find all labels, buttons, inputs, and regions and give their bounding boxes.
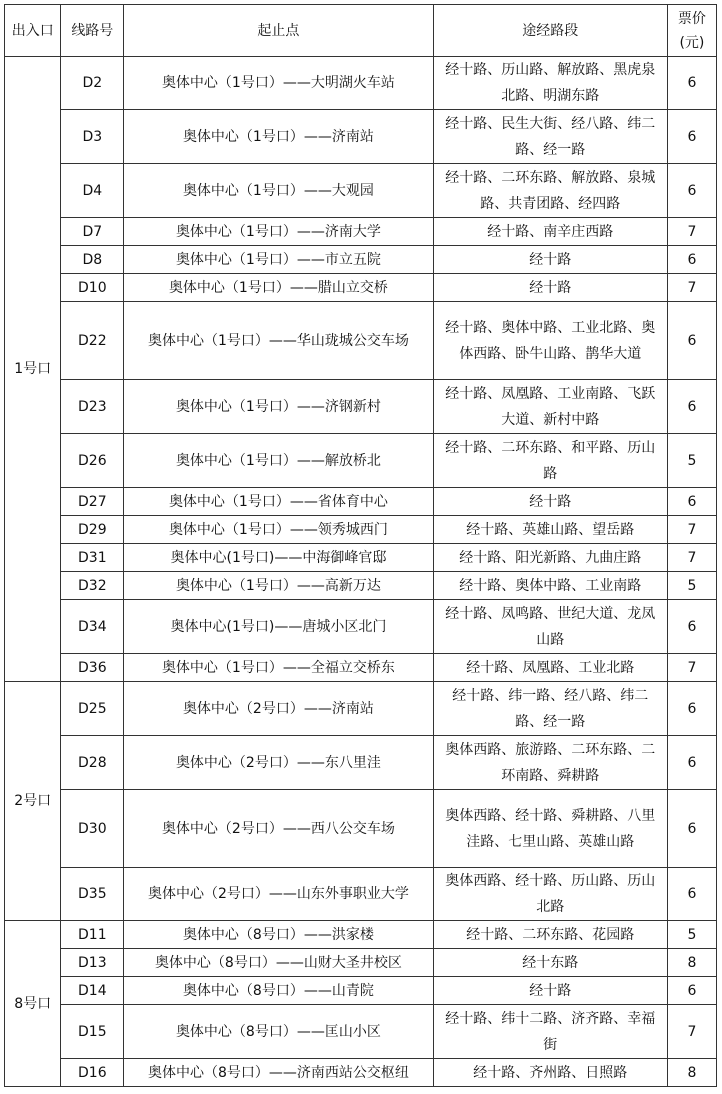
header-gate: 出入口 <box>5 5 61 57</box>
route-cell: 奥体中心（8号口）——山财大圣井校区 <box>124 949 433 977</box>
via-cell: 经十路、历山路、解放路、黑虎泉北路、明湖东路 <box>433 57 667 110</box>
price-cell: 8 <box>667 949 716 977</box>
route-cell: 奥体中心（1号口）——大观园 <box>124 164 433 218</box>
price-cell: 6 <box>667 977 716 1005</box>
price-cell: 6 <box>667 682 716 736</box>
line-cell: D31 <box>61 544 124 572</box>
line-cell: D10 <box>61 274 124 302</box>
table-row <box>5 218 717 246</box>
table-row <box>5 682 717 736</box>
price-cell: 6 <box>667 164 716 218</box>
price-cell: 7 <box>667 544 716 572</box>
line-cell: D14 <box>61 977 124 1005</box>
via-cell: 奥体西路、经十路、历山路、历山北路 <box>433 868 667 921</box>
price-cell: 5 <box>667 572 716 600</box>
via-cell: 经十路 <box>433 246 667 274</box>
table-row <box>5 572 717 600</box>
table-row <box>5 57 717 110</box>
via-cell: 经十路 <box>433 274 667 302</box>
route-cell: 奥体中心（2号口）——西八公交车场 <box>124 790 433 868</box>
price-cell: 6 <box>667 868 716 921</box>
price-cell: 7 <box>667 516 716 544</box>
bus-route-table <box>4 4 717 1087</box>
line-cell: D30 <box>61 790 124 868</box>
via-cell: 经十东路 <box>433 949 667 977</box>
line-cell: D28 <box>61 736 124 790</box>
gate-cell: 2号口 <box>5 682 61 921</box>
price-cell: 6 <box>667 790 716 868</box>
via-cell: 经十路、奥体中路、工业南路 <box>433 572 667 600</box>
header-via: 途经路段 <box>433 5 667 57</box>
price-cell: 6 <box>667 380 716 434</box>
via-cell: 经十路、阳光新路、九曲庄路 <box>433 544 667 572</box>
route-cell: 奥体中心（1号口）——解放桥北 <box>124 434 433 488</box>
via-cell: 经十路、二环东路、解放路、泉城路、共青团路、经四路 <box>433 164 667 218</box>
price-cell: 7 <box>667 274 716 302</box>
via-cell: 经十路、凤鸣路、世纪大道、龙凤山路 <box>433 600 667 654</box>
price-cell: 6 <box>667 302 716 380</box>
table-row <box>5 736 717 790</box>
line-cell: D13 <box>61 949 124 977</box>
line-cell: D7 <box>61 218 124 246</box>
line-cell: D3 <box>61 110 124 164</box>
route-cell: 奥体中心（1号口）——济南站 <box>124 110 433 164</box>
route-cell: 奥体中心（1号口）——市立五院 <box>124 246 433 274</box>
route-cell: 奥体中心（1号口）——济南大学 <box>124 218 433 246</box>
line-cell: D25 <box>61 682 124 736</box>
table-row <box>5 488 717 516</box>
route-cell: 奥体中心（1号口）——华山珑城公交车场 <box>124 302 433 380</box>
table-row <box>5 380 717 434</box>
via-cell: 经十路 <box>433 977 667 1005</box>
via-cell: 奥体西路、经十路、舜耕路、八里洼路、七里山路、英雄山路 <box>433 790 667 868</box>
table-row <box>5 600 717 654</box>
gate-cell: 8号口 <box>5 921 61 1087</box>
price-cell: 6 <box>667 600 716 654</box>
line-cell: D23 <box>61 380 124 434</box>
table-row <box>5 246 717 274</box>
line-cell: D35 <box>61 868 124 921</box>
route-cell: 奥体中心（1号口）——领秀城西门 <box>124 516 433 544</box>
route-cell: 奥体中心（1号口）——大明湖火车站 <box>124 57 433 110</box>
table-row <box>5 977 717 1005</box>
line-cell: D8 <box>61 246 124 274</box>
via-cell: 经十路、凤凰路、工业北路 <box>433 654 667 682</box>
table-row <box>5 921 717 949</box>
via-cell: 经十路、齐州路、日照路 <box>433 1059 667 1087</box>
table-row <box>5 790 717 868</box>
route-cell: 奥体中心(1号口)——中海御峰官邸 <box>124 544 433 572</box>
line-cell: D27 <box>61 488 124 516</box>
gate-cell: 1号口 <box>5 57 61 682</box>
line-cell: D2 <box>61 57 124 110</box>
route-cell: 奥体中心（2号口）——济南站 <box>124 682 433 736</box>
header-line: 线路号 <box>61 5 124 57</box>
table-row <box>5 949 717 977</box>
table-row <box>5 110 717 164</box>
line-cell: D29 <box>61 516 124 544</box>
route-cell: 奥体中心（1号口）——腊山立交桥 <box>124 274 433 302</box>
table-row <box>5 434 717 488</box>
line-cell: D16 <box>61 1059 124 1087</box>
line-cell: D34 <box>61 600 124 654</box>
header-route: 起止点 <box>124 5 433 57</box>
route-cell: 奥体中心（2号口）——山东外事职业大学 <box>124 868 433 921</box>
table-row <box>5 1005 717 1059</box>
route-cell: 奥体中心（8号口）——山青院 <box>124 977 433 1005</box>
via-cell: 经十路、英雄山路、望岳路 <box>433 516 667 544</box>
table-row <box>5 1059 717 1087</box>
table-row <box>5 868 717 921</box>
line-cell: D22 <box>61 302 124 380</box>
line-cell: D32 <box>61 572 124 600</box>
route-cell: 奥体中心(1号口)——唐城小区北门 <box>124 600 433 654</box>
via-cell: 经十路、二环东路、花园路 <box>433 921 667 949</box>
table-row <box>5 302 717 380</box>
table-row <box>5 544 717 572</box>
line-cell: D26 <box>61 434 124 488</box>
route-cell: 奥体中心（8号口）——洪家楼 <box>124 921 433 949</box>
via-cell: 经十路、纬十二路、济齐路、幸福街 <box>433 1005 667 1059</box>
via-cell: 经十路、二环东路、和平路、历山路 <box>433 434 667 488</box>
via-cell: 经十路、纬一路、经八路、纬二路、经一路 <box>433 682 667 736</box>
price-cell: 6 <box>667 736 716 790</box>
via-cell: 经十路、奥体中路、工业北路、奥体西路、卧牛山路、鹊华大道 <box>433 302 667 380</box>
price-cell: 5 <box>667 921 716 949</box>
price-cell: 8 <box>667 1059 716 1087</box>
price-cell: 5 <box>667 434 716 488</box>
price-cell: 6 <box>667 110 716 164</box>
route-cell: 奥体中心（8号口）——匡山小区 <box>124 1005 433 1059</box>
line-cell: D4 <box>61 164 124 218</box>
via-cell: 经十路、民生大街、经八路、纬二路、经一路 <box>433 110 667 164</box>
route-cell: 奥体中心（1号口）——济钢新村 <box>124 380 433 434</box>
header-row <box>5 5 717 57</box>
line-cell: D11 <box>61 921 124 949</box>
price-cell: 6 <box>667 246 716 274</box>
route-cell: 奥体中心（1号口）——全福立交桥东 <box>124 654 433 682</box>
table-row <box>5 274 717 302</box>
price-cell: 6 <box>667 57 716 110</box>
table-row <box>5 516 717 544</box>
line-cell: D15 <box>61 1005 124 1059</box>
via-cell: 奥体西路、旅游路、二环东路、二环南路、舜耕路 <box>433 736 667 790</box>
via-cell: 经十路、南辛庄西路 <box>433 218 667 246</box>
table-body <box>5 57 717 1087</box>
price-cell: 7 <box>667 1005 716 1059</box>
line-cell: D36 <box>61 654 124 682</box>
via-cell: 经十路、凤凰路、工业南路、飞跃大道、新村中路 <box>433 380 667 434</box>
table-row <box>5 164 717 218</box>
table-row <box>5 654 717 682</box>
via-cell: 经十路 <box>433 488 667 516</box>
price-cell: 6 <box>667 488 716 516</box>
route-cell: 奥体中心（1号口）——高新万达 <box>124 572 433 600</box>
route-cell: 奥体中心（2号口）——东八里洼 <box>124 736 433 790</box>
route-cell: 奥体中心（1号口）——省体育中心 <box>124 488 433 516</box>
route-cell: 奥体中心（8号口）——济南西站公交枢纽 <box>124 1059 433 1087</box>
header-price: 票价(元) <box>667 5 716 57</box>
price-cell: 7 <box>667 218 716 246</box>
price-cell: 7 <box>667 654 716 682</box>
